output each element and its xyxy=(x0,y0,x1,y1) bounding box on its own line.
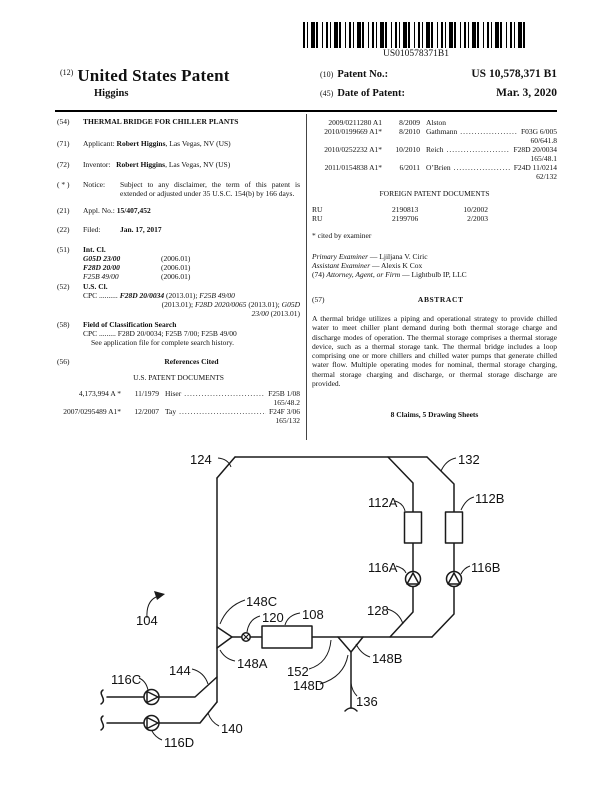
ref-name: Alston xyxy=(426,118,447,127)
cpc-code: F28D 2020/0065 xyxy=(194,300,247,309)
figure-ref-148C: 148C xyxy=(246,594,278,609)
cpc-version: (2013.01) xyxy=(268,309,300,318)
figure-ref-144: 144 xyxy=(169,663,191,678)
ref-name: Gathmann xyxy=(426,127,458,136)
field-search-label: Field of Classification Search xyxy=(83,320,177,329)
ref-date: 6/2011 xyxy=(399,163,420,172)
abstract-title: ABSTRACT xyxy=(417,295,464,304)
firm-name: Lightbulb IP, LLC xyxy=(411,270,467,279)
field-74: (74) xyxy=(312,270,327,279)
leader-120 xyxy=(247,616,260,632)
pipe-load-upper-right xyxy=(159,677,217,697)
int-cl-code: F25B 49/00 xyxy=(83,272,119,281)
field-58: (58) xyxy=(57,320,70,329)
pipe-load-lower-right xyxy=(159,702,217,723)
ref-name: Hiser xyxy=(165,389,182,398)
figure-ref-120: 120 xyxy=(262,610,284,625)
figure-ref-148A: 148A xyxy=(237,656,268,671)
inventor-surname: Higgins xyxy=(94,88,129,99)
field-52: (52) xyxy=(57,282,70,291)
patent-no-value: US 10,578,371 B1 xyxy=(471,68,557,80)
leader-116D xyxy=(152,731,162,740)
figure-ref-128: 128 xyxy=(367,603,389,618)
leader-108 xyxy=(285,613,300,625)
figure-ref-112B: 112B xyxy=(475,491,505,506)
int-cl-code: F28D 20/00 xyxy=(83,263,120,272)
figure-ref-132: 132 xyxy=(458,452,480,467)
ref-date: 11/1979 xyxy=(134,389,159,398)
foreign-number: 2199706 xyxy=(392,214,419,223)
patent-no-label: Patent No.: xyxy=(337,69,389,80)
references-cited-title: References Cited xyxy=(164,357,219,366)
ref-date: 10/2010 xyxy=(395,145,420,154)
field-57: (57) xyxy=(312,295,325,304)
ref-name: O’Brien xyxy=(426,163,451,172)
pipe-break-symbol xyxy=(101,690,103,704)
ref-date: 8/2009 xyxy=(399,118,420,127)
field-search-see: See application file for complete search history. xyxy=(91,338,235,347)
figure-ref-116C: 116C xyxy=(111,672,142,687)
date-value: Mar. 3, 2020 xyxy=(496,87,557,99)
notice-text: Subject to any disclaimer, the term of this patent is extended or adjusted under 35 U.S.C. 154(b) by 166 days. xyxy=(120,180,300,198)
int-cl-code: G05D 23/00 xyxy=(83,254,121,263)
appl-no-value: 15/407,452 xyxy=(116,206,151,215)
figure-ref-124: 124 xyxy=(190,452,212,467)
ref-name: Reich xyxy=(426,145,444,154)
leader-132 xyxy=(441,458,456,471)
date-label: Date of Patent: xyxy=(337,88,405,99)
ref-number: 2011/0154838 A1* xyxy=(324,163,382,172)
chiller-112A xyxy=(405,512,422,543)
ref-date: 8/2010 xyxy=(399,127,420,136)
leader-116A xyxy=(396,566,406,573)
ref-class: F24F 3/06 xyxy=(268,407,300,416)
ref-number: 2010/0252232 A1* xyxy=(324,145,382,154)
leader-116B xyxy=(461,566,470,574)
appl-no-label: Appl. No.: xyxy=(83,206,115,215)
leader-144 xyxy=(192,669,208,684)
field-54: (54) xyxy=(57,117,70,126)
abstract-text: A thermal bridge utilizes a piping and operational strategy to provide chilled water to meet chiller plant demand during both thermal storage charge and discharge modes of operation. The thermal storage comprises a thermal storage device, such as a thermal storage tank. The thermal bridge includes a loop comprising one or more chillers and chilled water pumps that generate chilled water flow. Multiple operating modes for nominal, thermal storage charging, thermal storage charging and discharge, or thermal storage discharge are provided. xyxy=(312,314,557,389)
barcode-text: US010578371B1 xyxy=(383,49,449,59)
cpc-version: (2013.01); xyxy=(246,300,282,309)
separator: — xyxy=(368,252,380,261)
leader-148B xyxy=(356,644,370,657)
field-22: (22) xyxy=(57,225,70,234)
cpc-code: G05D xyxy=(281,300,300,309)
int-cl-version: (2006.01) xyxy=(161,272,191,281)
int-cl-version: (2006.01) xyxy=(161,254,191,263)
claims-drawing-sheets-line: 8 Claims, 5 Drawing Sheets xyxy=(390,410,479,420)
ref-number: 2010/0199669 A1* xyxy=(324,127,382,136)
cpc-code: F25B 49/00 xyxy=(199,291,235,300)
inventor-name: Robert Higgins xyxy=(116,160,166,169)
field-71: (71) xyxy=(57,139,70,148)
leader-124 xyxy=(218,458,231,467)
ref-class: F28D 20/0034 xyxy=(513,145,557,154)
pipe-network xyxy=(101,457,454,730)
figure-ref-152: 152 xyxy=(287,664,309,679)
device-108 xyxy=(262,626,312,648)
filed-value: Jan. 17, 2017 xyxy=(120,225,162,234)
document-type: United States Patent xyxy=(77,66,230,85)
notice-label: Notice: xyxy=(83,180,106,189)
ref-class: F25B 1/08 xyxy=(268,389,300,398)
cpc-code: 23/00 xyxy=(251,309,269,318)
code-45: (45) xyxy=(320,89,334,98)
filed-label: Filed: xyxy=(83,225,101,234)
leader-140 xyxy=(208,713,219,726)
applicant-location: , Las Vegas, NV (US) xyxy=(165,139,231,148)
figure-ref-140: 140 xyxy=(221,721,243,736)
leader-148C xyxy=(220,600,245,624)
figure-ref-148B: 148B xyxy=(372,651,403,666)
country-code: RU xyxy=(312,205,323,214)
pipe-chiller-b-bottom xyxy=(432,587,454,638)
primary-examiner-label: Primary Examiner xyxy=(312,252,369,261)
ref-subclass: 165/48.1 xyxy=(530,154,557,163)
figure-ref-116A: 116A xyxy=(368,560,398,575)
ref-name: Tay xyxy=(165,407,177,416)
ref-class: F24D 11/0214 xyxy=(513,163,557,172)
primary-examiner-name: Ljiljana V. Ciric xyxy=(379,252,428,261)
arrow-104-head xyxy=(154,591,165,600)
figure-ref-112A: 112A xyxy=(368,495,398,510)
ref-subclass: 165/48.2 xyxy=(273,398,300,407)
separator: — xyxy=(400,270,412,279)
figure-ref-116D: 116D xyxy=(164,735,195,750)
applicant-label: Applicant: xyxy=(83,139,115,148)
figure-ref-136: 136 xyxy=(356,694,378,709)
int-cl-label: Int. Cl. xyxy=(83,245,106,254)
field-51: (51) xyxy=(57,245,70,254)
separator: — xyxy=(370,261,381,270)
foreign-patent-documents-header: FOREIGN PATENT DOCUMENTS xyxy=(379,189,490,198)
inventor-location: , Las Vegas, NV (US) xyxy=(165,160,231,169)
ref-date: 12/2007 xyxy=(134,407,159,416)
ref-number: 4,173,994 A * xyxy=(78,389,121,398)
field-21: (21) xyxy=(57,206,70,215)
kind-code-12: (12) xyxy=(60,68,74,77)
foreign-date: 2/2003 xyxy=(467,214,488,223)
leader-112B xyxy=(461,497,474,510)
cpc-version: (2013.01); xyxy=(161,300,195,309)
figure-ref-116B: 116B xyxy=(471,560,501,575)
foreign-number: 2190813 xyxy=(392,205,419,214)
chiller-112B xyxy=(446,512,463,543)
int-cl-version: (2006.01) xyxy=(161,263,191,272)
pipe-chiller-b-top xyxy=(427,457,454,512)
figure-ref-104: 104 xyxy=(136,613,158,628)
leader-148A xyxy=(220,650,235,661)
invention-title: THERMAL BRIDGE FOR CHILLER PLANTS xyxy=(83,117,239,126)
field-72: (72) xyxy=(57,160,70,169)
ref-number: 2007/0295489 A1* xyxy=(63,407,121,416)
attorney-label: Attorney, Agent, or Firm xyxy=(326,270,401,279)
cpc-version: (2013.01); xyxy=(164,291,200,300)
figure-ref-148D: 148D xyxy=(293,678,325,693)
cpc-prefix: CPC .......... xyxy=(83,291,120,300)
ref-number: 2009/0211280 A1 xyxy=(328,118,382,127)
figure-ref-108: 108 xyxy=(302,607,324,622)
leader-128 xyxy=(387,609,403,624)
field-56: (56) xyxy=(57,357,70,366)
applicant-name: Robert Higgins xyxy=(116,139,166,148)
country-code: RU xyxy=(312,214,323,223)
cpc-code: F28D 20/0034 xyxy=(119,291,165,300)
ref-subclass: 165/132 xyxy=(275,416,300,425)
assistant-examiner-label: Assistant Examiner xyxy=(312,261,371,270)
inventor-label: Inventor: xyxy=(83,160,111,169)
field-search-cpc: CPC ......... F28D 20/0034; F25B 7/00; F25B 49/00 xyxy=(83,329,237,338)
field-star: ( * ) xyxy=(57,180,70,189)
assistant-examiner-name: Alexis K Cox xyxy=(380,261,423,270)
figure-labels xyxy=(111,452,504,750)
ref-subclass: 62/132 xyxy=(536,172,557,181)
valve-triangle-148 xyxy=(217,627,232,648)
code-10: (10) xyxy=(320,70,334,79)
us-cl-label: U.S. Cl. xyxy=(83,282,108,291)
ref-class: F03G 6/005 xyxy=(520,127,557,136)
cited-by-examiner-note: * cited by examiner xyxy=(312,231,372,240)
pipe-break-symbol xyxy=(101,716,103,730)
ref-subclass: 60/641.8 xyxy=(530,136,557,145)
us-patent-documents-header: U.S. PATENT DOCUMENTS xyxy=(133,373,224,382)
foreign-date: 10/2002 xyxy=(463,205,488,214)
